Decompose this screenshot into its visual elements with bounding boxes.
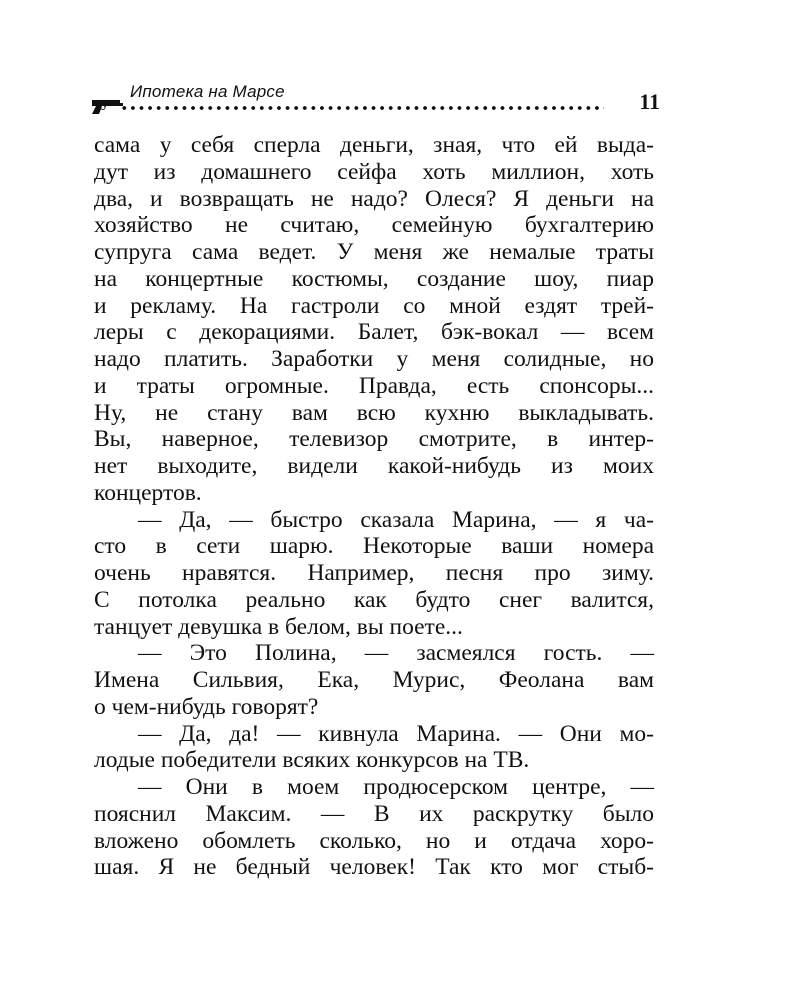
body-text [94, 132, 654, 881]
book-title: Ипотека на Марсе [130, 82, 285, 101]
text-line: пояснил Максим. — В их раскрутку было [94, 800, 654, 827]
text-line: леры с декорациями. Балет, бэк-вокал — всем [94, 319, 654, 346]
text-line: Вы, наверное, телевизор смотрите, в интер- [94, 426, 654, 453]
text-line: — Да, — быстро сказала Марина, — я ча- [138, 506, 654, 533]
text-line: — Они в моем продюсерском центре, — [138, 774, 654, 800]
dotted-leader [120, 105, 604, 111]
text-line: нет выходите, видели какой-нибудь из моих [94, 453, 654, 479]
text-line: и рекламу. На гастроли со мной ездят трей- [94, 292, 654, 319]
text-line: надо платить. Заработки у меня солидные, но [94, 346, 654, 372]
text-line: концертов. [94, 479, 202, 506]
text-line: — Да, да! — кивнула Марина. — Они мо- [138, 720, 654, 747]
text-line: на концертные костюмы, создание шоу, пиар [94, 265, 654, 292]
text-line: С потолка реально как будто снег валится, [94, 586, 654, 613]
text-line: супруга сама ведет. У меня же немалые траты [94, 239, 654, 265]
text-line: вложено обомлеть сколько, но и отдача хоро- [94, 827, 654, 854]
text-line: Имена Сильвия, Ека, Мурис, Феолана вам [94, 667, 654, 693]
text-line: шая. Я не бедный человек! Так кто мог стыб- [94, 854, 654, 881]
page-number: 11 [639, 89, 660, 114]
text-line: сама у себя сперла деньги, зная, что ей выда- [94, 132, 654, 158]
text-line: два, и возвращать не надо? Олеся? Я деньги на [94, 185, 654, 212]
text-line: Ну, не стану вам всю кухню выкладывать. [94, 399, 654, 426]
text-line: танцует девушка в белом, вы поете... [94, 613, 463, 640]
running-header [90, 80, 660, 120]
pistol-icon [90, 97, 124, 115]
text-line: сто в сети шарю. Некоторые ваши номера [94, 533, 654, 560]
text-line: — Это Полина, — засмеялся гость. — [138, 640, 654, 667]
text-line: лодые победители всяких конкурсов на ТВ. [94, 747, 530, 774]
text-line: хозяйство не считаю, семейную бухгалтерию [94, 212, 654, 239]
text-line: о чем-нибудь говорят? [94, 693, 319, 720]
text-line: очень нравятся. Например, песня про зиму. [94, 560, 654, 586]
text-line: дут из домашнего сейфа хоть миллион, хоть [94, 158, 654, 185]
text-line: и траты огромные. Правда, есть спонсоры... [94, 372, 654, 399]
